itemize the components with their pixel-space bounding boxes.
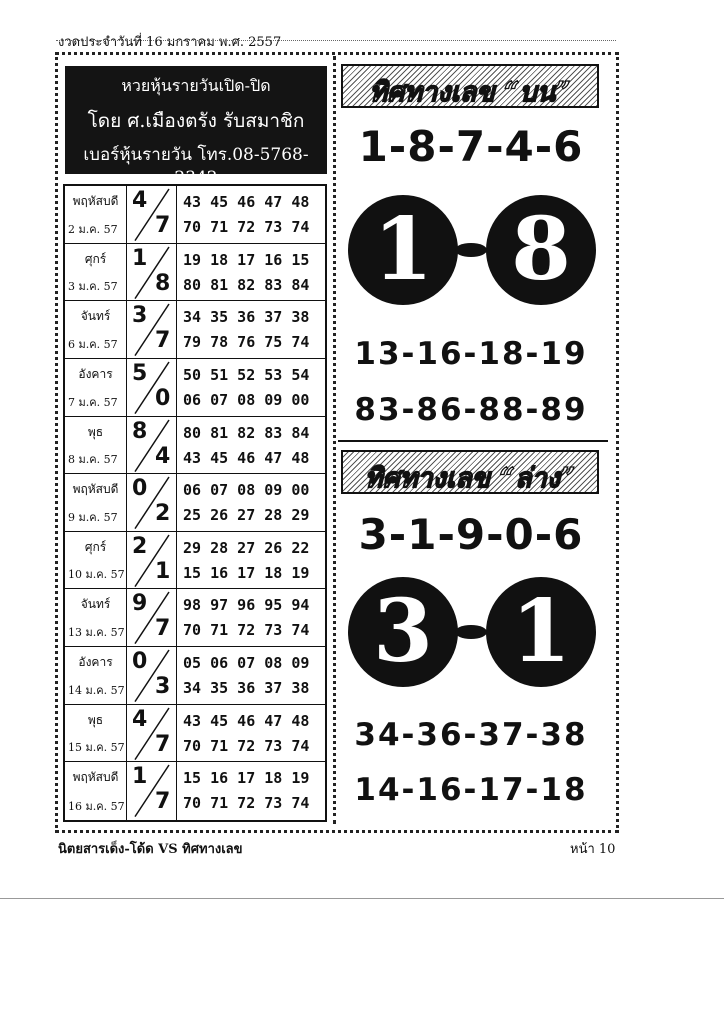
- number-cell: [183, 359, 323, 416]
- day-date: 10 ม.ค. 57: [68, 568, 125, 582]
- number-cell: [183, 532, 323, 589]
- bottom-digit: 0: [155, 385, 171, 411]
- day-date: 3 ม.ค. 57: [68, 280, 118, 294]
- bottom-digit: 7: [155, 616, 171, 642]
- day-cell: [65, 647, 127, 704]
- lower-dash: [455, 625, 487, 639]
- number-cell: [183, 647, 323, 704]
- day-date: 15 ม.ค. 57: [68, 741, 125, 755]
- digit-pair-cell: [127, 647, 177, 704]
- number-line-top: 34 35 36 37 38: [183, 308, 310, 327]
- footer-page-number: หน้า 10: [570, 842, 616, 857]
- bottom-digit: 7: [155, 789, 171, 815]
- number-line-bottom: 43 45 46 47 48: [183, 448, 310, 467]
- table-row: [65, 244, 325, 302]
- number-line-bottom: 70 71 72 73 74: [183, 621, 310, 640]
- digit-pair-cell: [127, 762, 177, 820]
- upper-line-2: 83-86-88-89: [354, 392, 588, 428]
- digit-pair-cell: [127, 589, 177, 646]
- day-name: ศุกร์: [84, 539, 107, 554]
- number-line-top: 05 06 07 08 09: [183, 654, 310, 673]
- number-line-bottom: 70 71 72 73 74: [183, 794, 310, 813]
- day-date: 9 ม.ค. 57: [68, 510, 118, 524]
- banner: [65, 66, 327, 188]
- lower-sequence: 3-1-9-0-6: [358, 510, 584, 559]
- upper-title-box: [341, 64, 599, 108]
- bottom-digit: 7: [155, 731, 171, 757]
- table-row: [65, 359, 325, 417]
- day-date: 2 ม.ค. 57: [68, 222, 118, 236]
- top-digit: 5: [132, 360, 148, 386]
- number-cell: [183, 417, 323, 474]
- top-digit: 9: [132, 591, 148, 617]
- day-name: อังคาร: [78, 366, 113, 381]
- banner-title: หวยหุ้นรายวันเปิด-ปิด: [121, 76, 271, 95]
- number-line-bottom: 70 71 72 73 74: [183, 218, 310, 236]
- day-name: พฤหัสบดี: [72, 770, 119, 785]
- digit-pair-cell: [127, 301, 177, 358]
- number-line-top: 29 28 27 26 22: [183, 538, 310, 557]
- lower-line-2: 14-16-17-18: [354, 772, 588, 808]
- top-digit: 0: [132, 649, 148, 675]
- upper-circle-first: 1: [348, 195, 458, 305]
- number-line-bottom: 70 71 72 73 74: [183, 736, 310, 755]
- top-digit: 2: [132, 533, 148, 559]
- day-name: อังคาร: [78, 655, 113, 670]
- day-date: 8 ม.ค. 57: [68, 453, 118, 467]
- number-line-top: 15 16 17 18 19: [183, 769, 310, 788]
- day-cell: [65, 244, 127, 301]
- digit-pair-cell: [127, 186, 177, 243]
- day-date: 16 ม.ค. 57: [68, 799, 125, 813]
- number-cell: [183, 474, 323, 531]
- day-cell: [65, 589, 127, 646]
- number-cell: [183, 589, 323, 646]
- number-line-bottom: 15 16 17 18 19: [183, 563, 310, 582]
- digit-pair-cell: [127, 244, 177, 301]
- number-line-bottom: 25 26 27 28 29: [183, 506, 310, 525]
- column-divider: [333, 56, 336, 824]
- banner-phone: เบอร์หุ้นรายวัน โทร.08-5768-2342: [83, 145, 309, 188]
- day-cell: [65, 762, 127, 820]
- footer-magazine: นิตยสารเด็ง-โด้ด VS ทิศทางเลข: [58, 842, 243, 857]
- top-digit: 4: [132, 706, 148, 732]
- day-cell: [65, 417, 127, 474]
- digit-pair-cell: [127, 532, 177, 589]
- top-digit: 3: [132, 303, 148, 329]
- lower-title: ทิศทางเลข “ล่าง”: [364, 463, 576, 494]
- day-name: จันทร์: [80, 309, 111, 324]
- issue-date: งวดประจำวันที่ 16 มกราคม พ.ศ. 2557: [58, 35, 282, 50]
- section-divider: [338, 440, 608, 442]
- table-row: [65, 532, 325, 590]
- table-row: [65, 417, 325, 475]
- top-rule: [56, 40, 616, 41]
- upper-circle-second: 8: [486, 195, 596, 305]
- number-line-top: 43 45 46 47 48: [183, 193, 310, 211]
- number-cell: [183, 244, 323, 301]
- day-date: 14 ม.ค. 57: [68, 683, 125, 697]
- digit-pair-cell: [127, 417, 177, 474]
- upper-line-1: 13-16-18-19: [354, 336, 588, 372]
- top-digit: 1: [132, 245, 148, 271]
- lower-circle-second: 1: [486, 577, 596, 687]
- day-name: พฤหัสบดี: [72, 482, 119, 497]
- lower-line-1: 34-36-37-38: [354, 717, 588, 753]
- digit-pair-cell: [127, 705, 177, 762]
- bottom-digit: 7: [155, 328, 171, 354]
- bottom-rule: [0, 898, 724, 899]
- number-line-top: 43 45 46 47 48: [183, 711, 310, 730]
- day-date: 13 ม.ค. 57: [68, 626, 125, 640]
- table-row: [65, 474, 325, 532]
- top-digit: 8: [132, 418, 148, 444]
- number-line-top: 19 18 17 16 15: [183, 250, 310, 269]
- top-digit: 1: [132, 764, 148, 790]
- number-cell: [183, 301, 323, 358]
- day-cell: [65, 705, 127, 762]
- day-name: พฤหัสบดี: [72, 194, 119, 208]
- number-cell: [183, 186, 323, 243]
- top-digit: 0: [132, 476, 148, 502]
- number-line-top: 50 51 52 53 54: [183, 365, 310, 384]
- banner-author: โดย ศ.เมืองตรัง รับสมาชิก: [87, 110, 305, 132]
- day-name: พุธ: [87, 424, 104, 439]
- table-row: [65, 647, 325, 705]
- bottom-digit: 4: [155, 443, 171, 469]
- daily-results-table: [63, 184, 327, 822]
- number-line-bottom: 34 35 36 37 38: [183, 679, 310, 698]
- lower-title-box: [341, 450, 599, 494]
- day-date: 7 ม.ค. 57: [68, 395, 118, 409]
- bottom-digit: 8: [155, 270, 171, 296]
- bottom-digit: 3: [155, 674, 171, 700]
- day-cell: [65, 301, 127, 358]
- number-line-bottom: 80 81 82 83 84: [183, 275, 310, 294]
- table-row: [65, 301, 325, 359]
- table-row: [65, 762, 325, 820]
- day-name: จันทร์: [80, 597, 111, 612]
- bottom-digit: 1: [155, 558, 171, 584]
- digit-pair-cell: [127, 359, 177, 416]
- day-cell: [65, 532, 127, 589]
- lower-circle-first: 3: [348, 577, 458, 687]
- table-row: [65, 589, 325, 647]
- upper-dash: [455, 243, 487, 257]
- bottom-digit: 7: [155, 213, 171, 238]
- day-cell: [65, 186, 127, 243]
- number-line-bottom: 79 78 76 75 74: [183, 333, 310, 352]
- bottom-digit: 2: [155, 501, 171, 527]
- number-line-bottom: 06 07 08 09 00: [183, 390, 310, 409]
- upper-sequence: 1-8-7-4-6: [358, 122, 584, 171]
- number-line-top: 98 97 96 95 94: [183, 596, 310, 615]
- digit-pair-cell: [127, 474, 177, 531]
- day-name: ศุกร์: [84, 251, 107, 266]
- table-row: [65, 186, 325, 244]
- number-cell: [183, 762, 323, 820]
- upper-title: ทิศทางเลข “บน”: [369, 77, 571, 108]
- day-cell: [65, 474, 127, 531]
- table-row: [65, 705, 325, 763]
- number-cell: [183, 705, 323, 762]
- day-date: 6 ม.ค. 57: [68, 337, 118, 351]
- number-line-top: 06 07 08 09 00: [183, 481, 310, 500]
- day-cell: [65, 359, 127, 416]
- number-line-top: 80 81 82 83 84: [183, 423, 310, 442]
- top-digit: 4: [132, 188, 148, 213]
- day-name: พุธ: [87, 712, 104, 727]
